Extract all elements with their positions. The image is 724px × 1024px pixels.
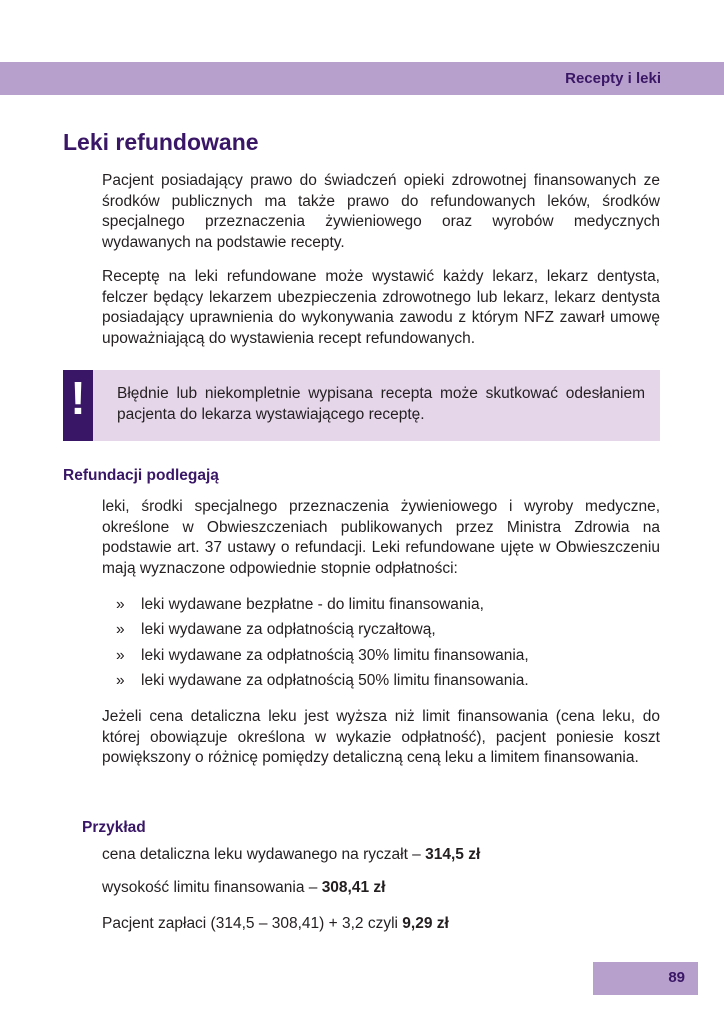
payment-levels-list: [116, 595, 529, 696]
paragraph-rights: Pacjent posiadający prawo do świadczeń opieki zdrowotnej finansowanych ze środków publicznych ma także prawo do refundowanych leków, środków specjalnego przeznaczenia żywieniowego oraz wyrobów medycznych wydawanych na podstawie recepty.: [102, 172, 660, 251]
example-line-value: 9,29 zł: [402, 915, 449, 932]
list-item-text: leki wydawane za odpłatnością ryczałtową,: [141, 621, 436, 639]
list-item: [116, 671, 529, 696]
example-line-text: wysokość limitu finansowania –: [102, 879, 322, 896]
header-band: [0, 62, 724, 95]
paragraph-prescribers: Receptę na leki refundowane może wystawić każdy lekarz, lekarz dentysta, felczer będący lekarzem ubezpieczenia zdrowotnego lub lekarz, lekarz dentysta posiadający uprawnienia do wykonywania zawodu z którym NFZ zawarł umowę upoważniającą do wystawienia recept refundowanych.: [102, 268, 660, 347]
paragraph-price-difference: Jeżeli cena detaliczna leku jest wyższa niż limit finansowania (cena leku, do której obowiązuje określona w wykazie odpłatność), pacjent poniesie koszt powiększony o różnicę pomiędzy detaliczną ceną leku a limitem finansowania.: [102, 708, 660, 766]
example-line-payment: [102, 915, 449, 933]
page-title: Leki refundowane: [63, 129, 259, 155]
example-line-limit: [102, 879, 385, 897]
list-item: [116, 620, 529, 645]
page-number: 89: [668, 969, 685, 986]
list-item-text: leki wydawane bezpłatne - do limitu finansowania,: [141, 596, 484, 613]
warning-box: [63, 370, 660, 441]
example-line-text: Pacjent zapłaci (314,5 – 308,41) + 3,2 czyli: [102, 915, 403, 932]
bullet-icon: »: [116, 646, 125, 664]
section-title: Recepty i leki: [565, 70, 661, 87]
subheading-refund: Refundacji podlegają: [63, 467, 219, 484]
bullet-icon: »: [116, 621, 125, 639]
example-line-value: 308,41 zł: [321, 879, 386, 896]
list-item: [116, 595, 529, 620]
example-line-text: cena detaliczna leku wydawanego na ryczałt –: [102, 846, 426, 863]
paragraph-refund-scope: leki, środki specjalnego przeznaczenia żywieniowego i wyroby medyczne, określone w Obwieszczeniach publikowanych przez Ministra Zdrowia na podstawie art. 37 ustawy o refundacji. Leki refundowane ujęte w Obwieszczeniu mają wyznaczone odpowiednie stopnie odpłatności:: [102, 498, 660, 577]
exclamation-icon: !: [63, 370, 93, 441]
list-item-text: leki wydawane za odpłatnością 50% limitu finansowania.: [141, 671, 529, 689]
bullet-icon: »: [116, 671, 125, 689]
example-line-value: 314,5 zł: [425, 846, 481, 863]
example-line-price: [102, 846, 480, 864]
warning-text: Błędnie lub niekompletnie wypisana recepta może skutkować odesłaniem pacjenta do lekarza wystawiającego receptę.: [117, 385, 645, 423]
list-item-text: leki wydawane za odpłatnością 30% limitu finansowania,: [141, 646, 529, 664]
page-number-box: [593, 962, 698, 995]
example-heading: Przykład: [82, 819, 146, 836]
bullet-icon: »: [116, 596, 125, 613]
list-item: [116, 646, 529, 671]
